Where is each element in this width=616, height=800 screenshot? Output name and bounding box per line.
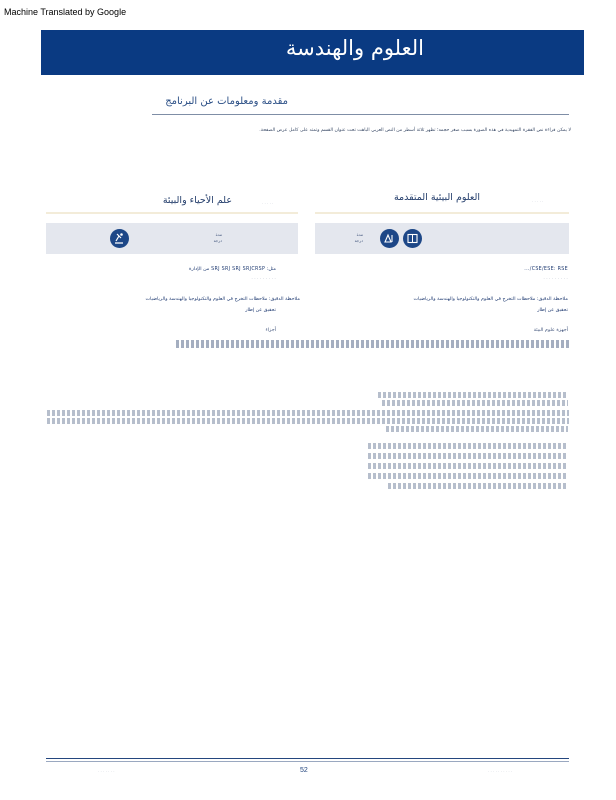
footer-divider-dark	[46, 758, 569, 759]
text-line-j	[388, 483, 568, 489]
page-number: 52	[300, 767, 308, 774]
program-left-line-3: تحقيق عن إطار	[245, 308, 276, 313]
book-icon	[403, 229, 422, 248]
text-line-e	[386, 426, 568, 432]
text-line-b	[382, 400, 568, 406]
program-faint-label-right: · · · · ·	[532, 199, 544, 204]
program-right-faint-line: · · · · · · · · ·	[543, 277, 568, 281]
section-banner	[41, 30, 584, 75]
shared-text-line	[176, 340, 570, 348]
text-line-i	[368, 473, 568, 479]
program-card-left	[46, 223, 298, 254]
program-faint-label-left: · · · · ·	[262, 201, 274, 206]
program-right-line-1: CSE/ESE: RSE/...	[524, 267, 568, 272]
program-card-meta-right: مدة درجة	[354, 232, 363, 243]
program-title-biology-environment: علم الأحياء والبيئة	[162, 195, 232, 206]
program-right-line-3: تحقيق عن إطار	[537, 308, 568, 313]
text-line-d	[47, 418, 569, 424]
footer-divider-light	[46, 761, 569, 762]
program-left-line-2: ملاحظة الدقيق: ملاحظات التخرج في العلوم والتكنولوجيا والهندسة والرياضيات	[145, 297, 300, 302]
footer-faint-left: · · · · · · ·	[98, 769, 115, 774]
program-right-line-2: ملاحظة الدقيق: ملاحظات التخرج في العلوم والتكنولوجيا والهندسة والرياضيات	[413, 297, 568, 302]
text-line-c	[47, 410, 569, 416]
program-title-advanced-environmental-science: العلوم البيئية المتقدمة	[393, 192, 480, 203]
program-divider-right	[315, 212, 569, 214]
microscope-icon	[110, 229, 129, 248]
program-left-line-1: مثل: SRJ SRJ SRJ SRJCRSP من الإدارة	[189, 267, 276, 272]
program-card-right	[315, 223, 569, 254]
text-line-a	[378, 392, 568, 398]
program-card-meta-left: مدة درجة	[213, 232, 222, 243]
intro-paragraph: لا يمكن قراءة نص الفقرة التمهيدية في هذه الصورة بسبب صغر حجمه؛ تظهر ثلاثة أسطر من النص العربي الباهت تحت عنوان القسم وتمتد على كامل عرض الصفحة.	[259, 128, 571, 133]
science-icon	[380, 229, 399, 248]
intro-heading: مقدمة ومعلومات عن البرنامج	[165, 96, 288, 107]
machine-translation-label: Machine Translated by Google	[4, 7, 127, 17]
shared-label-2: أجزاء	[265, 328, 276, 333]
text-line-f	[368, 443, 568, 449]
program-divider-left	[46, 212, 298, 214]
banner-title: العلوم والهندسة	[285, 36, 424, 60]
shared-label: أجهزة علوم البيئة	[533, 328, 568, 333]
text-line-g	[368, 453, 568, 459]
intro-divider	[152, 114, 569, 115]
text-line-h	[368, 463, 568, 469]
program-left-faint-line: · · · · · · · · ·	[251, 277, 276, 281]
footer-faint-right: · · · · · · · · · ·	[488, 769, 513, 774]
